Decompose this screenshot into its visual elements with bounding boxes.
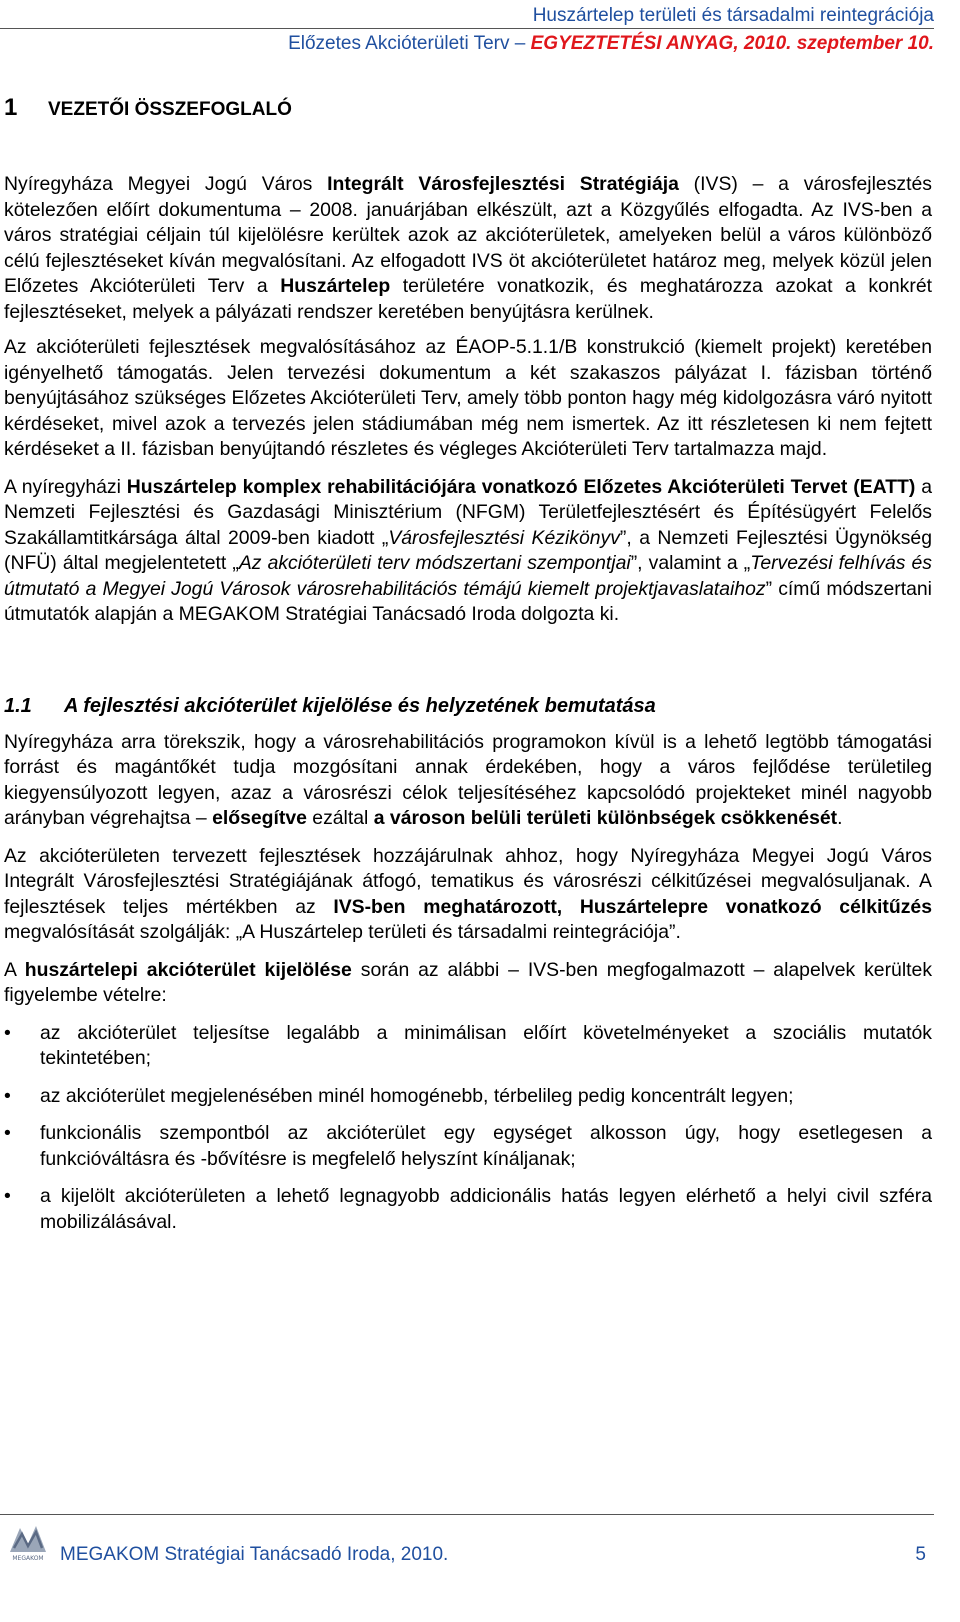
megakom-logo-icon: [6, 1518, 50, 1562]
footer-company: MEGAKOM Stratégiai Tanácsadó Iroda, 2010.: [60, 1544, 449, 1565]
paragraph-eatt: [4, 475, 932, 628]
list-item: [4, 1184, 932, 1235]
list-item: [4, 1021, 932, 1072]
text-bold: Huszártelep komplex rehabilitációjára vonatkozó Előzetes Akcióterületi Tervet (EATT): [126, 475, 916, 498]
subsection-heading: [4, 692, 932, 720]
header-divider: [0, 28, 934, 29]
list-item-text: az akcióterület teljesítse legalább a minimálisan előírt követelményeket a szociális mutatók tekintetében;: [40, 1021, 932, 1069]
paragraph-contribution: [4, 844, 932, 946]
text-bold: elősegítve: [212, 807, 307, 829]
document-body: [4, 88, 932, 1247]
page-header: [0, 0, 934, 58]
list-item-text: az akcióterület megjelenésében minél homogénebb, térbelileg pedig koncentrált legyen;: [40, 1084, 794, 1107]
text-italic: Az akcióterületi terv módszertani szempontjai: [238, 552, 631, 574]
section-title: VEZETŐI ÖSSZEFOGLALÓ: [48, 99, 292, 120]
list-item-text: a kijelölt akcióterületen a lehető legnagyobb addicionális hatás legyen elérhető a helyi civil szféra mobilizálásával.: [40, 1185, 932, 1233]
bullet-icon: •: [4, 1021, 11, 1044]
header-subtitle: [0, 30, 934, 58]
bullet-icon: •: [4, 1084, 11, 1107]
text-run: Nyíregyháza arra törekszik, hogy a városrehabilitációs programokon kívül is a lehető legtöbb támogatási forrást és magántőkét tudja mozgósítani annak érdekében, hogy a város fejlődése területileg kiegyensúlyozott legyen, azaz a városrészi célok teljesítéséhez kapcsolódó projekteket minél nagyobb arányban végrehajtsa –: [4, 730, 932, 829]
subsection-number: 1.1: [4, 694, 32, 717]
text-run: A: [4, 958, 25, 981]
text-bold: huszártelepi akcióterület kijelölése: [24, 958, 352, 981]
paragraph-goals: [4, 730, 932, 832]
text-run: ”, valamint a „: [630, 552, 751, 574]
paragraph-principles: [4, 958, 932, 1009]
text-bold: Huszártelep: [280, 275, 391, 297]
footer-divider: [0, 1514, 934, 1515]
section-number: 1: [4, 94, 18, 121]
text-run: (IVS) – a városfejlesztés kötelezően előírt dokumentuma – 2008. januárjában elkészült, azt a Közgyűlés elfogadta. Az IVS-ben a város stratégiai céljain túl kijelölésre kerültek azok az akcióterületek, amelyeken belül a város különböző célú fejlesztéseket kíván megvalósítani. Az elfogadott IVS öt akcióterületet határoz meg, melyek közül jelen Előzetes Akcióterületi Terv a: [4, 173, 932, 297]
text-run: ezáltal: [306, 807, 374, 829]
header-status: EGYEZTETÉSI ANYAG, 2010. szeptember 10.: [530, 33, 934, 54]
text-run: ”, a Nemzeti Fejlesztési Ügynökség (NFÜ) által megjelentetett „: [4, 526, 932, 574]
text-run: megvalósítását szolgálják: „A Huszártelep területi és társadalmi reintegrációja”.: [4, 921, 681, 943]
text-run: Nyíregyháza Megyei Jogú Város: [4, 173, 328, 195]
text-run: a Nemzeti Fejlesztési és Gazdasági Minisztérium (NFGM) Területfejlesztésért és Építésügyért Felelős Szakállamtitkársága által 2009-ben kiadott „: [4, 475, 932, 549]
bullet-icon: •: [4, 1185, 11, 1207]
subsection-title: A fejlesztési akcióterület kijelölése és helyzetének bemutatása: [64, 694, 656, 717]
text-italic: Városfejlesztési Kézikönyv: [388, 526, 620, 549]
text-italic: Tervezési felhívás és útmutató a Megyei Jogú Városok városrehabilitációs témájú kiemelt projektjavaslataihoz: [4, 552, 932, 600]
header-subtitle-prefix: Előzetes Akcióterületi Terv –: [288, 33, 531, 54]
text-run: A nyíregyházi: [4, 475, 127, 498]
list-item-text: funkcionális szempontból az akcióterület egy egységet alkosson úgy, hogy esetlegesen a funkcióváltásra és -bővítésre is megfelelő helyszínt kínáljanak;: [40, 1122, 932, 1170]
header-title: Huszártelep területi és társadalmi reintegrációja: [532, 5, 934, 26]
text-bold: Integrált Városfejlesztési Stratégiája: [327, 173, 679, 195]
logo-text: MEGAKOM: [12, 1555, 44, 1562]
bullet-icon: •: [4, 1122, 11, 1144]
list-item: [4, 1121, 932, 1172]
paragraph-eaop: Az akcióterületi fejlesztések megvalósításához az ÉAOP-5.1.1/B konstrukció (kiemelt projekt) keretében igényelhető támogatás. Jelen tervezési dokumentum a két szakaszos pályázat I. fázisban történő benyújtásához szükséges Előzetes Akcióterületi Terv, amely több ponton hagy még kidolgozásra váró nyitott kérdéseket, mivel azok a tervezés jelen stádiumában még nem ismertek. Az itt részletesen ki nem fejtett kérdéseket a II. fázisban benyújtandó részletes és végleges Akcióterületi Terv tartalmazza majd.: [4, 336, 932, 460]
principles-list: [4, 1021, 932, 1236]
text-bold: a városon belüli területi különbségek csökkenését: [373, 807, 838, 829]
list-item: [4, 1084, 932, 1110]
text-run: területére vonatkozik, és meghatározza azokat a konkrét fejlesztéseket, melyek a pályázati rendszer keretében benyújtásra kerülnek.: [4, 275, 932, 323]
page-number: 5: [915, 1544, 926, 1565]
text-run: Az akcióterületen tervezett fejlesztések hozzájárulnak ahhoz, hogy Nyíregyháza Megyei Jogú Város Integrált Városfejlesztési Stratégiájának átfogó, tematikus és városrészi célkitűzései megvalósuljanak. A fejlesztések teljes mértékben az: [4, 844, 932, 918]
text-run: .: [837, 807, 843, 829]
text-run: ” című módszertani útmutatók alapján a MEGAKOM Stratégiai Tanácsadó Iroda dolgozta ki.: [4, 577, 932, 625]
section-heading: [4, 88, 932, 128]
text-run: során az alábbi – IVS-ben megfogalmazott – alapelvek kerültek figyelembe vételre:: [4, 958, 933, 1006]
paragraph-ivs: [4, 172, 932, 325]
text-bold: IVS-ben meghatározott, Huszártelepre vonatkozó célkitűzés: [333, 895, 932, 918]
